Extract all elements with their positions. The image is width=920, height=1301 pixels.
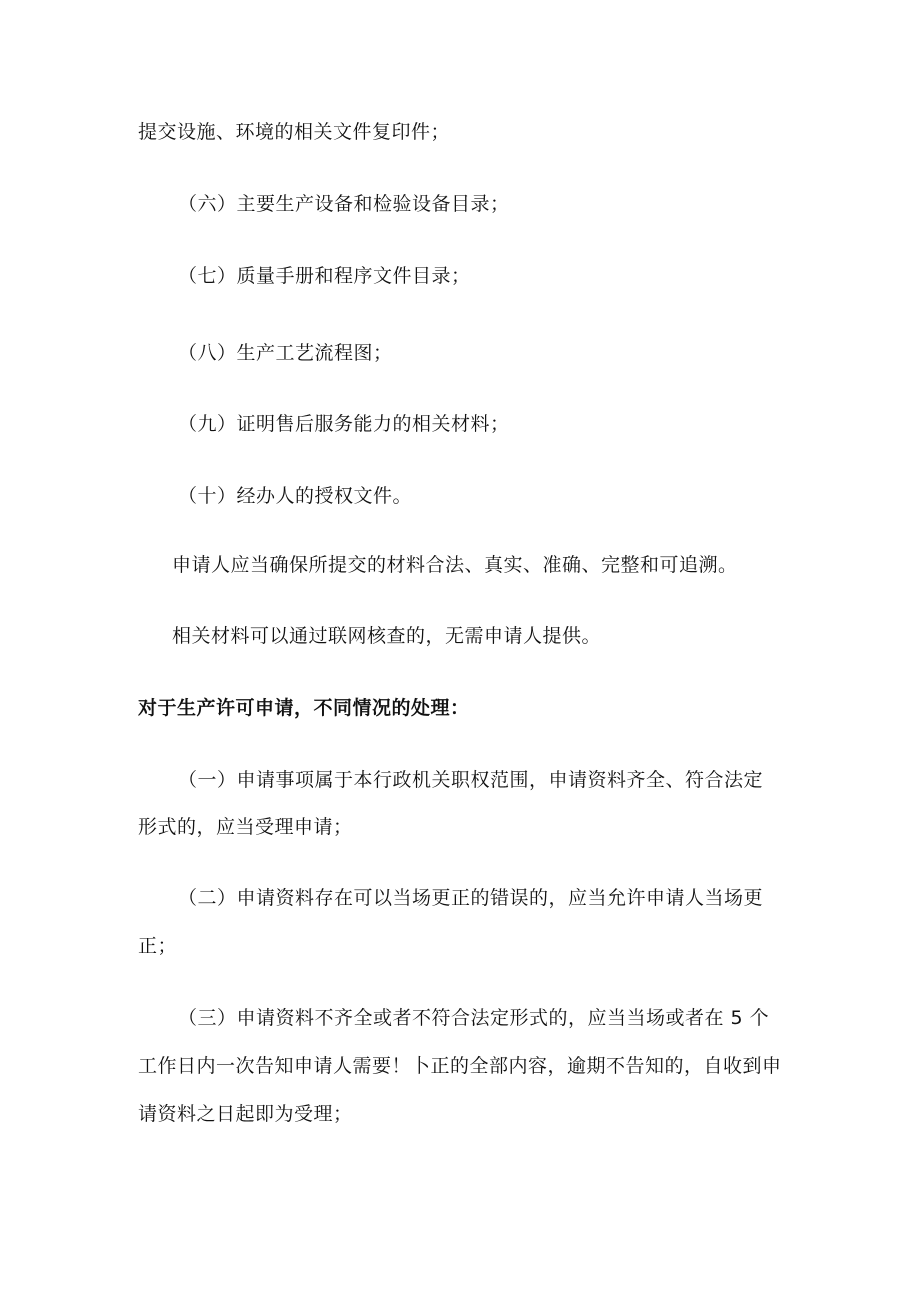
case-3-line-1: （三）申请资料不齐全或者不符合法定形式的，应当当场或者在 5 个 <box>178 1007 770 1029</box>
case-2-line-1: （二）申请资料存在可以当场更正的错误的，应当允许申请人当场更 <box>178 887 764 909</box>
list-item-6: （六）主要生产设备和检验设备目录； <box>178 193 510 215</box>
section-heading: 对于生产许可申请，不同情况的处理： <box>138 697 470 719</box>
case-1-line-2: 形式的，应当受理申请； <box>138 816 353 838</box>
list-item-8: （八）生产工艺流程图； <box>178 342 393 364</box>
list-item-7: （七）质量手册和程序文件目录； <box>178 265 471 287</box>
text-line-facility-docs: 提交设施、环境的相关文件复印件； <box>138 121 451 143</box>
case-2-line-2: 正； <box>138 935 178 957</box>
list-item-10: （十）经办人的授权文件。 <box>178 485 413 507</box>
case-3-line-3: 请资料之日起即为受理； <box>138 1103 353 1125</box>
list-item-9: （九）证明售后服务能力的相关材料； <box>178 413 510 435</box>
case-3-line-2: 工作日内一次告知申请人需要！卜正的全部内容，逾期不告知的，自收到申 <box>138 1055 782 1077</box>
paragraph-applicant-assurance: 申请人应当确保所提交的材料合法、真实、准确、完整和可追溯。 <box>172 554 738 576</box>
paragraph-online-verification: 相关材料可以通过联网核查的，无需申请人提供。 <box>172 625 602 647</box>
case-1-line-1: （一）申请事项属于本行政机关职权范围，申请资料齐全、符合法定 <box>178 769 764 791</box>
